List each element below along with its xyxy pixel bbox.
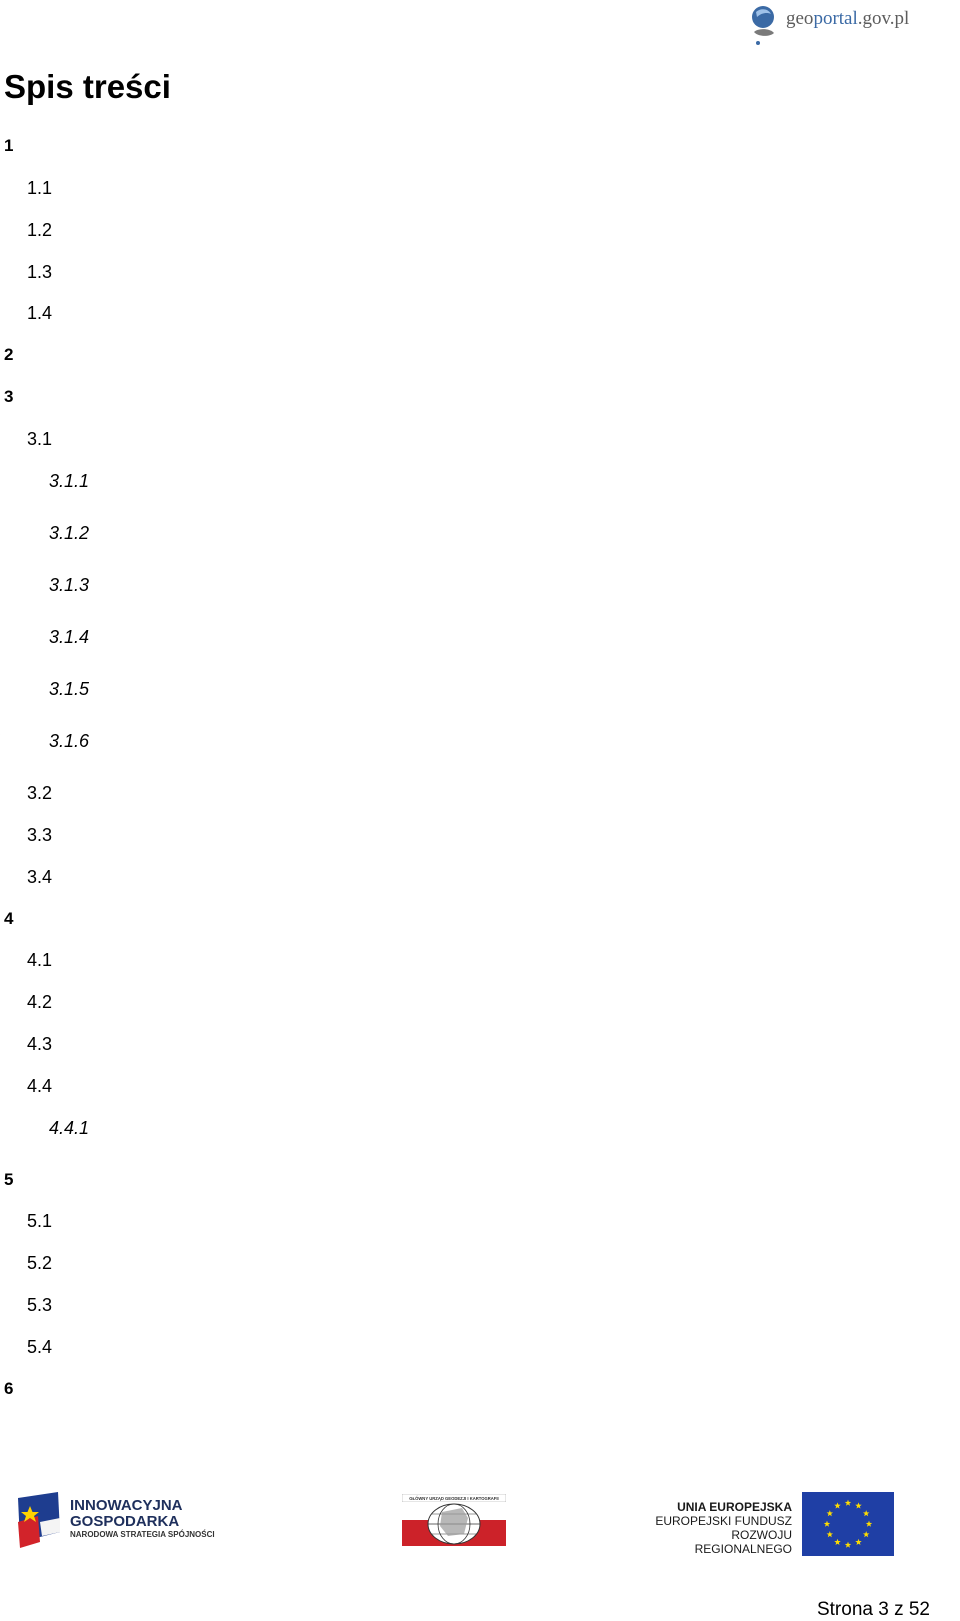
toc-entry-number: 1.4 (27, 303, 53, 323)
eu-logo (632, 1492, 902, 1556)
toc-entry-number: 5.2 (27, 1253, 53, 1273)
eu-flag-icon (802, 1492, 894, 1556)
gugik-text: GŁÓWNY URZĄD GEODEZJI I KARTOGRAFII (409, 1496, 499, 1501)
toc-entry-number: 6 (4, 1379, 14, 1398)
toc-entry-number: 4.4 (27, 1076, 53, 1096)
toc-entry-number: 1.1 (27, 178, 53, 198)
geoportal-logo (748, 2, 948, 48)
gugik-emblem-icon (402, 1494, 506, 1546)
gugik-logo (402, 1494, 506, 1546)
toc-entry-number: 3.3 (27, 825, 53, 845)
toc-entry-number: 4.2 (27, 992, 53, 1012)
toc-entry-number: 3 (4, 387, 14, 406)
toc-entry-number: 4.3 (27, 1034, 53, 1054)
toc-entry-number: 3.2 (27, 783, 53, 803)
toc-entry-number: 3.1.2 (49, 523, 90, 543)
toc-entry-number: 3.1.1 (49, 471, 90, 491)
site-name: geoportal.gov.pl (786, 8, 910, 29)
innowacyjna-gospodarka-logo (14, 1492, 224, 1552)
toc-entry-number: 5.4 (27, 1337, 53, 1357)
globe-icon (748, 2, 778, 46)
toc-entry-number: 2 (4, 345, 14, 364)
toc-entry-number: 1 (4, 136, 14, 155)
footer (0, 1478, 960, 1620)
toc-entry-number: 3.1.4 (49, 627, 90, 647)
page-title: Spis treści (4, 68, 171, 105)
toc-entry-number: 5.1 (27, 1211, 53, 1231)
toc-entry-number: 5.3 (27, 1295, 53, 1315)
toc-entry-number: 4.1 (27, 950, 53, 970)
toc-entry-number: 1.3 (27, 262, 53, 282)
toc-entry-number: 1.2 (27, 220, 53, 240)
toc-entry-number: 3.1.5 (49, 679, 90, 699)
toc-entry-number: 3.4 (27, 867, 53, 887)
toc-entry-number: 3.1.3 (49, 575, 90, 595)
toc-entry-number: 4 (4, 909, 14, 928)
toc-entry-number: 4.4.1 (49, 1118, 90, 1138)
fe-text: INNOWACYJNA GOSPODARKA NARODOWA STRATEGIA SPÓJNOŚCI (70, 1497, 215, 1539)
fe-flag-icon (14, 1492, 64, 1550)
toc-entry-number: 3.1.6 (49, 731, 90, 751)
page-number: Strona 3 z 52 (816, 1599, 930, 1620)
toc-entry-number: 3.1 (27, 429, 53, 449)
toc-entry-number: 5 (4, 1170, 14, 1189)
eu-text: UNIA EUROPEJSKA EUROPEJSKI FUNDUSZ ROZWOJU REGIONALNEGO (655, 1500, 792, 1556)
